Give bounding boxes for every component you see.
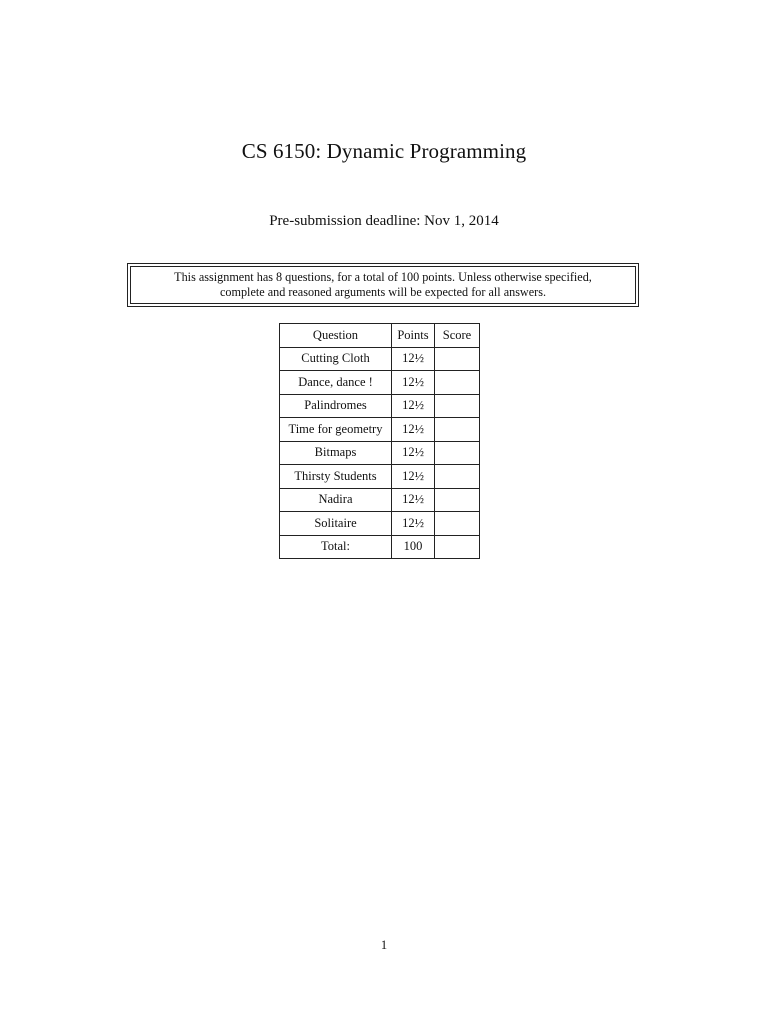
question-score: [435, 512, 480, 536]
question-name: Palindromes: [280, 394, 392, 418]
question-name: Solitaire: [280, 512, 392, 536]
table-row: [280, 488, 480, 512]
header-points: Points: [392, 324, 435, 348]
question-score: [435, 465, 480, 489]
grade-table: [279, 323, 480, 559]
question-score: [435, 394, 480, 418]
question-points: 12½: [392, 488, 435, 512]
table-row: [280, 347, 480, 371]
total-label: Total:: [280, 535, 392, 559]
question-points: 12½: [392, 418, 435, 442]
table-row: [280, 512, 480, 536]
table-row: [280, 418, 480, 442]
question-points: 12½: [392, 441, 435, 465]
total-row: [280, 535, 480, 559]
question-name: Thirsty Students: [280, 465, 392, 489]
deadline-text: Pre-submission deadline: Nov 1, 2014: [269, 213, 499, 229]
question-name: Cutting Cloth: [280, 347, 392, 371]
question-score: [435, 488, 480, 512]
question-points: 12½: [392, 394, 435, 418]
table-row: [280, 465, 480, 489]
table-row: [280, 441, 480, 465]
grade-table-header-row: [280, 324, 480, 348]
question-score: [435, 441, 480, 465]
question-name: Dance, dance !: [280, 371, 392, 395]
notice-line-2: complete and reasoned arguments will be expected for all answers.: [219, 285, 546, 299]
header-score: Score: [435, 324, 480, 348]
total-points: 100: [392, 535, 435, 559]
document-title: CS 6150: Dynamic Programming: [241, 139, 527, 163]
page-number: 1: [380, 938, 388, 952]
table-row: [280, 394, 480, 418]
question-name: Bitmaps: [280, 441, 392, 465]
table-row: [280, 371, 480, 395]
question-points: 12½: [392, 347, 435, 371]
assignment-notice-inner: [130, 266, 636, 304]
question-name: Time for geometry: [280, 418, 392, 442]
total-score: [435, 535, 480, 559]
question-score: [435, 347, 480, 371]
assignment-notice-box: [127, 263, 639, 307]
question-name: Nadira: [280, 488, 392, 512]
question-points: 12½: [392, 371, 435, 395]
question-score: [435, 418, 480, 442]
question-points: 12½: [392, 465, 435, 489]
notice-line-1: This assignment has 8 questions, for a total of 100 points. Unless otherwise specified,: [174, 270, 592, 284]
question-points: 12½: [392, 512, 435, 536]
question-score: [435, 371, 480, 395]
header-question: Question: [280, 324, 392, 348]
